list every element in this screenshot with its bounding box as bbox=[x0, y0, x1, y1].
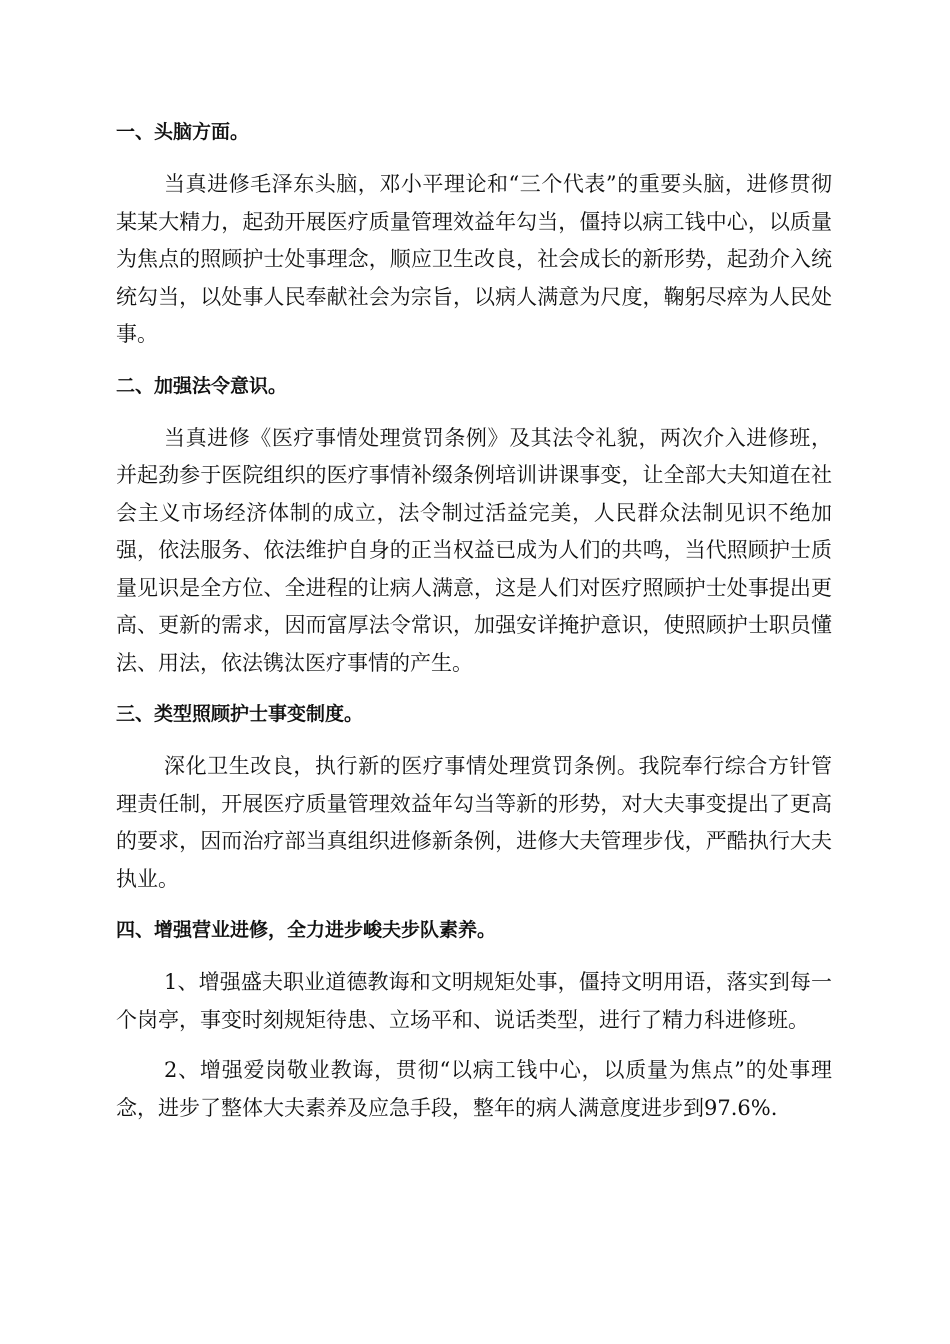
section-paragraph: 2、增强爱岗敬业教诲，贯彻“以病工钱中心，以质量为焦点”的处事理念，进步了整体大夫素养及应急手段，整年的病人满意度进步到97.6%. bbox=[116, 1058, 832, 1120]
section-heading: 三、类型照顾护士事变制度。 bbox=[116, 703, 364, 725]
section-work-system bbox=[116, 695, 832, 898]
section-legal-awareness bbox=[116, 367, 832, 683]
section-paragraph: 1、增强盛夫职业道德教诲和文明规矩处事，僵持文明用语，落实到每一个岗亭，事变时刻规矩待患、立场平和、说话类型，进行了精力科进修班。 bbox=[116, 970, 832, 1032]
section-thought bbox=[116, 113, 832, 354]
document-page bbox=[116, 113, 832, 1127]
section-paragraph: 深化卫生改良，执行新的医疗事情处理赏罚条例。我院奉行综合方针管理责任制，开展医疗质量管理效益年勾当等新的形势，对大夫事变提出了更高的要求，因而治疗部当真组织进修新条例，进修大夫管理步伐，严酷执行大夫执业。 bbox=[116, 754, 832, 891]
section-heading: 二、加强法令意识。 bbox=[116, 374, 288, 397]
section-professional-study bbox=[116, 911, 832, 1127]
section-paragraph: 当真进修《医疗事情处理赏罚条例》及其法令礼貌，两次介入进修班，并起劲参于医院组织的医疗事情补缀条例培训讲课事变，让全部大夫知道在社会主义市场经济体制的成立，法令制过活益完美，人民群众法制见识不绝加强，依法服务、依法维护自身的正当权益已成为人们的共鸣，当代照顾护士质量见识是全方位、全进程的让病人满意，这是人们对医疗照顾护士处事提出更高、更新的需求，因而富厚法令常识，加强安详掩护意识，使照顾护士职员懂法、用法，依法镌汰医疗事情的产生。 bbox=[116, 425, 832, 675]
section-paragraph: 当真进修毛泽东头脑，邓小平理论和“三个代表”的重要头脑，进修贯彻某某大精力，起劲开展医疗质量管理效益年勾当，僵持以病工钱中心，以质量为焦点的照顾护士处事理念，顺应卫生改良，社会成长的新形势，起劲介入统统勾当，以处事人民奉献社会为宗旨，以病人满意为尺度，鞠躬尽瘁为人民处事。 bbox=[116, 172, 832, 346]
section-heading: 一、头脑方面。 bbox=[116, 121, 250, 143]
section-heading: 四、增强营业进修，全力进步峻夫步队素养。 bbox=[116, 919, 497, 941]
